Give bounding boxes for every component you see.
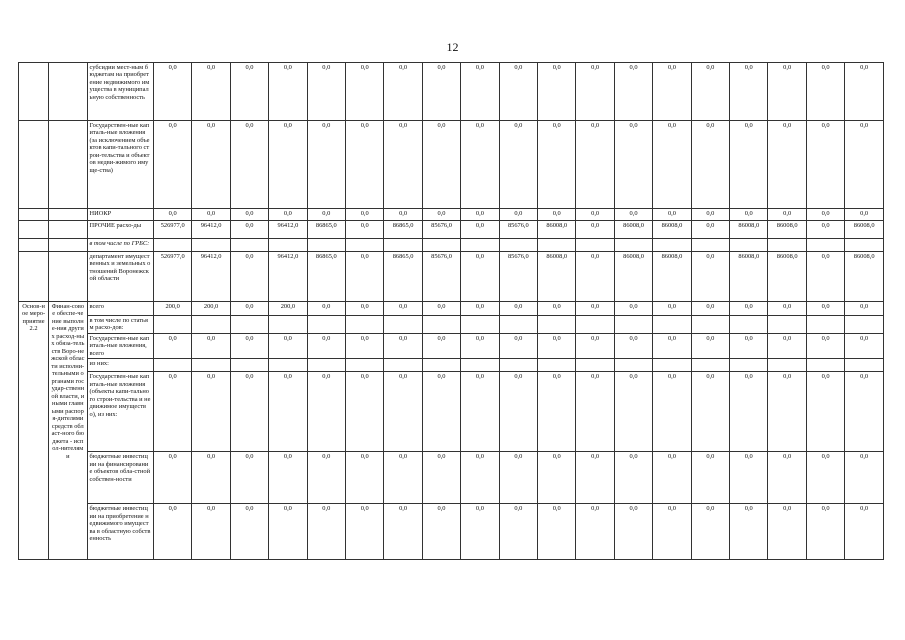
empty-measure-cell [19, 252, 49, 302]
value-cell: 0,0 [730, 372, 768, 452]
empty-measure-cell [49, 252, 87, 302]
value-cell: 0,0 [384, 121, 422, 209]
row-label-cell: бюджетные инвестиции на финансирование объектов обла-стной собствен-ности [87, 452, 153, 504]
value-cell: 0,0 [730, 63, 768, 121]
value-cell [269, 316, 307, 334]
value-cell: 0,0 [153, 209, 191, 221]
value-cell [538, 359, 576, 372]
value-cell [768, 359, 806, 372]
value-cell [845, 316, 884, 334]
value-cell: 0,0 [307, 334, 345, 359]
table-row [19, 334, 884, 359]
value-cell: 0,0 [614, 63, 652, 121]
value-cell: 86008,0 [653, 252, 691, 302]
value-cell: 0,0 [269, 209, 307, 221]
value-cell: 0,0 [730, 504, 768, 560]
value-cell [384, 316, 422, 334]
value-cell: 0,0 [422, 302, 460, 316]
value-cell: 0,0 [730, 209, 768, 221]
value-cell: 0,0 [499, 504, 537, 560]
value-cell [346, 316, 384, 334]
row-label-cell: Государствен-ные капиталь-ные вложения (объекты капи-тального строи-тельства и недвижимое имущество), из них: [87, 372, 153, 452]
value-cell: 86008,0 [730, 221, 768, 239]
value-cell: 0,0 [806, 63, 844, 121]
value-cell: 0,0 [614, 504, 652, 560]
value-cell: 0,0 [384, 63, 422, 121]
table-row [19, 504, 884, 560]
value-cell: 0,0 [538, 334, 576, 359]
measure-description-cell: Финан-совое обеспе-чение выполне-ния других расход-ных обяза-тельств Воро-нежской области исполни-тельными органами государ-ственной власти, иными главными распоря-дителями средств област-ного бюджета - испол-нителями [49, 302, 87, 560]
value-cell [384, 359, 422, 372]
value-cell: 0,0 [845, 209, 884, 221]
value-cell: 0,0 [461, 334, 499, 359]
value-cell: 0,0 [384, 372, 422, 452]
value-cell: 0,0 [768, 372, 806, 452]
value-cell [346, 359, 384, 372]
value-cell [230, 239, 268, 252]
value-cell [461, 359, 499, 372]
table-row [19, 121, 884, 209]
value-cell: 86865,0 [384, 252, 422, 302]
value-cell [153, 239, 191, 252]
value-cell: 0,0 [461, 452, 499, 504]
table-row [19, 372, 884, 452]
value-cell: 86008,0 [768, 221, 806, 239]
value-cell: 0,0 [653, 452, 691, 504]
value-cell: 0,0 [653, 302, 691, 316]
value-cell [576, 359, 614, 372]
empty-measure-cell [19, 221, 49, 239]
value-cell [461, 239, 499, 252]
value-cell: 0,0 [614, 334, 652, 359]
value-cell [346, 239, 384, 252]
value-cell [422, 359, 460, 372]
table-row [19, 252, 884, 302]
value-cell: 0,0 [499, 334, 537, 359]
value-cell: 0,0 [422, 63, 460, 121]
value-cell: 0,0 [153, 504, 191, 560]
table-row [19, 302, 884, 316]
value-cell: 0,0 [422, 372, 460, 452]
value-cell [576, 316, 614, 334]
value-cell [653, 239, 691, 252]
value-cell: 86008,0 [653, 221, 691, 239]
value-cell: 86008,0 [768, 252, 806, 302]
empty-measure-cell [49, 121, 87, 209]
value-cell [653, 359, 691, 372]
value-cell: 0,0 [346, 372, 384, 452]
value-cell: 0,0 [499, 209, 537, 221]
value-cell: 0,0 [461, 63, 499, 121]
value-cell [730, 239, 768, 252]
value-cell: 96412,0 [269, 221, 307, 239]
value-cell [153, 359, 191, 372]
value-cell: 0,0 [269, 372, 307, 452]
value-cell: 0,0 [845, 121, 884, 209]
value-cell: 0,0 [230, 452, 268, 504]
value-cell: 0,0 [538, 63, 576, 121]
value-cell: 0,0 [307, 121, 345, 209]
value-cell: 0,0 [730, 302, 768, 316]
value-cell: 0,0 [499, 63, 537, 121]
row-label-cell: департамент имущественных и земельных отношений Воронежской области [87, 252, 153, 302]
value-cell: 0,0 [845, 63, 884, 121]
value-cell: 0,0 [384, 504, 422, 560]
value-cell: 0,0 [538, 504, 576, 560]
value-cell: 0,0 [153, 63, 191, 121]
value-cell [691, 359, 729, 372]
value-cell: 0,0 [806, 334, 844, 359]
value-cell: 86865,0 [307, 252, 345, 302]
value-cell: 0,0 [269, 452, 307, 504]
value-cell: 0,0 [461, 302, 499, 316]
value-cell: 0,0 [653, 63, 691, 121]
row-label-cell: бюджетные инвестиции на приобретение недвижимого имущества в областную собственность [87, 504, 153, 560]
value-cell: 0,0 [845, 302, 884, 316]
value-cell [691, 316, 729, 334]
value-cell: 0,0 [806, 302, 844, 316]
value-cell: 0,0 [845, 504, 884, 560]
value-cell: 85676,0 [499, 252, 537, 302]
value-cell: 0,0 [346, 302, 384, 316]
empty-measure-cell [19, 63, 49, 121]
value-cell [269, 359, 307, 372]
value-cell: 86865,0 [307, 221, 345, 239]
value-cell: 0,0 [845, 452, 884, 504]
budget-table [18, 62, 884, 560]
value-cell: 0,0 [806, 372, 844, 452]
value-cell: 0,0 [614, 372, 652, 452]
value-cell: 0,0 [691, 221, 729, 239]
value-cell: 0,0 [307, 302, 345, 316]
value-cell: 96412,0 [269, 252, 307, 302]
value-cell: 0,0 [230, 334, 268, 359]
value-cell: 0,0 [269, 504, 307, 560]
row-label-cell: Государствен-ные капиталь-ные вложения, всего [87, 334, 153, 359]
value-cell [845, 359, 884, 372]
value-cell: 0,0 [230, 302, 268, 316]
value-cell [614, 316, 652, 334]
value-cell: 0,0 [538, 302, 576, 316]
value-cell: 0,0 [346, 209, 384, 221]
value-cell: 0,0 [192, 63, 230, 121]
row-label-cell: ПРОЧИЕ расхо-ды [87, 221, 153, 239]
value-cell [192, 239, 230, 252]
value-cell [461, 316, 499, 334]
value-cell: 0,0 [806, 209, 844, 221]
value-cell: 86008,0 [845, 252, 884, 302]
value-cell: 0,0 [653, 334, 691, 359]
value-cell: 85676,0 [422, 252, 460, 302]
value-cell: 0,0 [307, 209, 345, 221]
empty-measure-cell [19, 121, 49, 209]
value-cell [614, 239, 652, 252]
value-cell: 0,0 [192, 121, 230, 209]
budget-table-body [19, 63, 884, 560]
value-cell: 0,0 [269, 121, 307, 209]
value-cell: 85676,0 [499, 221, 537, 239]
value-cell: 200,0 [153, 302, 191, 316]
value-cell: 0,0 [538, 209, 576, 221]
value-cell: 0,0 [153, 121, 191, 209]
value-cell: 0,0 [538, 121, 576, 209]
value-cell: 0,0 [768, 504, 806, 560]
value-cell [576, 239, 614, 252]
value-cell: 0,0 [269, 63, 307, 121]
value-cell: 200,0 [192, 302, 230, 316]
value-cell: 0,0 [230, 221, 268, 239]
value-cell [538, 316, 576, 334]
value-cell: 0,0 [845, 372, 884, 452]
value-cell: 0,0 [691, 209, 729, 221]
row-label-cell: в том числе по статьям расхо-дов: [87, 316, 153, 334]
value-cell [269, 239, 307, 252]
value-cell: 0,0 [461, 252, 499, 302]
value-cell [307, 239, 345, 252]
value-cell: 0,0 [461, 221, 499, 239]
value-cell: 0,0 [538, 372, 576, 452]
value-cell: 0,0 [614, 121, 652, 209]
value-cell: 0,0 [153, 372, 191, 452]
value-cell: 0,0 [499, 302, 537, 316]
value-cell [730, 316, 768, 334]
row-label-cell: НИОКР [87, 209, 153, 221]
value-cell [307, 359, 345, 372]
value-cell: 0,0 [576, 452, 614, 504]
value-cell [806, 239, 844, 252]
value-cell: 0,0 [346, 452, 384, 504]
value-cell: 0,0 [422, 209, 460, 221]
value-cell [768, 239, 806, 252]
value-cell: 0,0 [153, 452, 191, 504]
value-cell: 96412,0 [192, 221, 230, 239]
value-cell [384, 239, 422, 252]
value-cell: 0,0 [153, 334, 191, 359]
value-cell: 0,0 [845, 334, 884, 359]
value-cell: 0,0 [691, 63, 729, 121]
value-cell: 0,0 [384, 452, 422, 504]
value-cell: 0,0 [691, 121, 729, 209]
value-cell: 0,0 [346, 121, 384, 209]
value-cell: 0,0 [422, 121, 460, 209]
empty-measure-cell [49, 221, 87, 239]
value-cell: 0,0 [269, 334, 307, 359]
value-cell: 0,0 [691, 452, 729, 504]
value-cell: 0,0 [230, 63, 268, 121]
value-cell: 0,0 [576, 209, 614, 221]
value-cell [730, 359, 768, 372]
value-cell: 0,0 [346, 252, 384, 302]
row-label-cell: всего [87, 302, 153, 316]
row-label-cell: в том числе по ГРБС: [87, 239, 153, 252]
value-cell: 86865,0 [384, 221, 422, 239]
value-cell [845, 239, 884, 252]
value-cell: 0,0 [346, 334, 384, 359]
value-cell: 0,0 [499, 372, 537, 452]
value-cell: 0,0 [422, 334, 460, 359]
value-cell: 0,0 [499, 452, 537, 504]
value-cell: 0,0 [230, 372, 268, 452]
value-cell: 0,0 [806, 252, 844, 302]
value-cell [499, 239, 537, 252]
value-cell: 0,0 [768, 209, 806, 221]
value-cell: 0,0 [346, 63, 384, 121]
value-cell: 0,0 [461, 209, 499, 221]
page-number: 12 [446, 40, 459, 54]
value-cell: 0,0 [422, 452, 460, 504]
value-cell: 0,0 [192, 372, 230, 452]
value-cell: 526977,0 [153, 221, 191, 239]
value-cell: 0,0 [768, 63, 806, 121]
value-cell: 0,0 [691, 334, 729, 359]
value-cell: 0,0 [576, 63, 614, 121]
value-cell: 0,0 [307, 63, 345, 121]
value-cell: 0,0 [346, 221, 384, 239]
value-cell: 0,0 [653, 209, 691, 221]
value-cell: 96412,0 [192, 252, 230, 302]
value-cell [806, 316, 844, 334]
value-cell: 0,0 [384, 209, 422, 221]
value-cell [307, 316, 345, 334]
value-cell: 86008,0 [614, 252, 652, 302]
value-cell: 0,0 [691, 252, 729, 302]
value-cell: 0,0 [614, 209, 652, 221]
value-cell: 0,0 [461, 372, 499, 452]
value-cell: 0,0 [576, 121, 614, 209]
value-cell: 0,0 [691, 302, 729, 316]
value-cell: 86008,0 [730, 252, 768, 302]
table-row [19, 221, 884, 239]
value-cell: 0,0 [730, 452, 768, 504]
value-cell: 0,0 [461, 121, 499, 209]
value-cell [614, 359, 652, 372]
value-cell: 0,0 [346, 504, 384, 560]
value-cell: 0,0 [499, 121, 537, 209]
value-cell [192, 316, 230, 334]
value-cell: 86008,0 [538, 252, 576, 302]
empty-measure-cell [49, 209, 87, 221]
value-cell: 0,0 [806, 121, 844, 209]
value-cell: 0,0 [307, 504, 345, 560]
value-cell: 0,0 [806, 504, 844, 560]
value-cell [422, 316, 460, 334]
value-cell: 0,0 [614, 302, 652, 316]
empty-measure-cell [49, 63, 87, 121]
value-cell: 0,0 [230, 504, 268, 560]
value-cell: 0,0 [768, 121, 806, 209]
value-cell: 0,0 [730, 334, 768, 359]
value-cell: 0,0 [422, 504, 460, 560]
value-cell [499, 316, 537, 334]
value-cell: 0,0 [576, 221, 614, 239]
value-cell: 200,0 [269, 302, 307, 316]
value-cell [153, 316, 191, 334]
row-label-cell: субсидии мест-ным бюджетам на приобретение недвижимого имущества в муниципальную собственность [87, 63, 153, 121]
value-cell: 0,0 [538, 452, 576, 504]
value-cell: 0,0 [768, 302, 806, 316]
value-cell [192, 359, 230, 372]
value-cell: 0,0 [307, 372, 345, 452]
value-cell: 0,0 [230, 209, 268, 221]
value-cell: 0,0 [576, 334, 614, 359]
value-cell: 0,0 [192, 452, 230, 504]
table-row [19, 63, 884, 121]
value-cell: 0,0 [576, 504, 614, 560]
value-cell: 0,0 [768, 452, 806, 504]
value-cell: 526977,0 [153, 252, 191, 302]
row-label-cell: Государствен-ные капиталь-ные вложения (за исключением объектов капи-тального строи-тельства и объектов недви-жимого имуще-ства) [87, 121, 153, 209]
value-cell: 0,0 [384, 302, 422, 316]
value-cell: 0,0 [730, 121, 768, 209]
value-cell [499, 359, 537, 372]
value-cell: 0,0 [691, 372, 729, 452]
value-cell: 0,0 [230, 121, 268, 209]
value-cell: 0,0 [653, 121, 691, 209]
value-cell: 86008,0 [538, 221, 576, 239]
empty-measure-cell [19, 209, 49, 221]
value-cell: 0,0 [384, 334, 422, 359]
value-cell: 0,0 [192, 334, 230, 359]
value-cell [422, 239, 460, 252]
value-cell: 85676,0 [422, 221, 460, 239]
value-cell [538, 239, 576, 252]
value-cell [230, 316, 268, 334]
value-cell [653, 316, 691, 334]
table-row [19, 239, 884, 252]
value-cell: 0,0 [653, 372, 691, 452]
value-cell: 0,0 [691, 504, 729, 560]
value-cell [806, 359, 844, 372]
value-cell: 0,0 [576, 302, 614, 316]
value-cell: 0,0 [192, 209, 230, 221]
value-cell: 86008,0 [614, 221, 652, 239]
value-cell: 0,0 [614, 452, 652, 504]
table-row [19, 316, 884, 334]
measure-name-cell: Основ-ное меро-приятие 2.2 [19, 302, 49, 560]
value-cell: 0,0 [806, 221, 844, 239]
value-cell: 0,0 [576, 372, 614, 452]
table-row [19, 452, 884, 504]
value-cell: 0,0 [768, 334, 806, 359]
value-cell: 0,0 [307, 452, 345, 504]
value-cell: 0,0 [653, 504, 691, 560]
value-cell: 0,0 [461, 504, 499, 560]
empty-measure-cell [19, 239, 49, 252]
value-cell: 0,0 [230, 252, 268, 302]
value-cell: 0,0 [806, 452, 844, 504]
value-cell [691, 239, 729, 252]
value-cell [768, 316, 806, 334]
value-cell: 86008,0 [845, 221, 884, 239]
value-cell [230, 359, 268, 372]
row-label-cell: из них: [87, 359, 153, 372]
empty-measure-cell [49, 239, 87, 252]
value-cell: 0,0 [576, 252, 614, 302]
table-row [19, 209, 884, 221]
table-row [19, 359, 884, 372]
value-cell: 0,0 [192, 504, 230, 560]
